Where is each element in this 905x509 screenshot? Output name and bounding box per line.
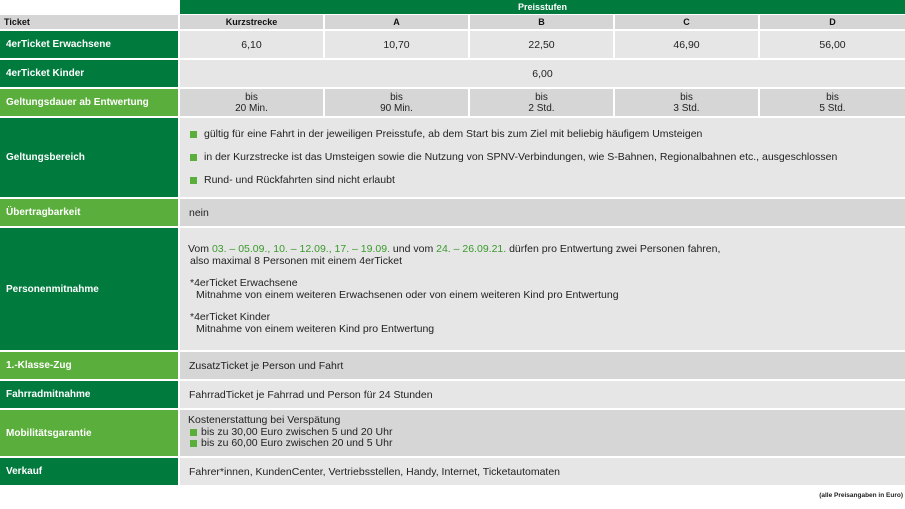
scope-bullet (190, 144, 905, 170)
zone-header-b (470, 15, 613, 29)
validity-a (325, 89, 468, 116)
bis-label: bis (680, 91, 693, 103)
bis-label: bis (245, 91, 258, 103)
mobility-cell (180, 410, 905, 456)
ticket-column-label: Ticket (4, 17, 30, 27)
price-adult-d (760, 31, 905, 58)
transfer-value: nein (189, 206, 209, 219)
bullet-square-icon (190, 154, 197, 161)
price-adult-b (470, 31, 613, 58)
zone-label: B (538, 17, 545, 27)
bullet-text: in der Kurzstrecke ist das Umsteigen sowie die Nutzung von SPNV-Verbindungen, wie S-Bahnen, Regionalbahnen etc., ausgeschlossen (204, 151, 838, 163)
row-label-text: Geltungsbereich (6, 152, 85, 163)
zone-header-a (325, 15, 468, 29)
duration-value: 90 Min. (380, 102, 413, 114)
zone-header-c (615, 15, 758, 29)
price-adult-c (615, 31, 758, 58)
price-value: 56,00 (819, 38, 846, 51)
row-label-adult (0, 31, 178, 58)
bullet-square-icon (190, 440, 197, 447)
intro-text: dürfen pro Entwertung zwei Personen fahren, (506, 243, 721, 255)
adult-ticket-title: *4erTicket Erwachsene (190, 277, 298, 289)
ticket-column-header (0, 15, 178, 29)
scope-cell (180, 118, 905, 197)
mobility-title: Kostenerstattung bei Verspätung (188, 414, 341, 426)
duration-value: 5 Std. (819, 102, 846, 114)
intro-text: Vom (188, 243, 212, 255)
bike-cell (180, 381, 905, 408)
child-ticket-text: Mitnahme von einem weiteren Kind pro Entwertung (196, 323, 435, 335)
price-value: 10,70 (383, 38, 410, 51)
price-child-all (180, 60, 905, 87)
scope-bullet (190, 124, 905, 144)
footnote: (alle Preisangaben in Euro) (819, 492, 903, 499)
adult-ticket-text: Mitnahme von einem weiteren Erwachsenen oder von einem weiteren Kind pro Entwertung (196, 289, 619, 301)
duration-value: 3 Std. (673, 102, 700, 114)
sale-cell (180, 458, 905, 485)
bullet-text: bis zu 30,00 Euro zwischen 5 und 20 Uhr (201, 425, 393, 438)
row-label-text: 4erTicket Kinder (6, 68, 85, 79)
bis-label: bis (390, 91, 403, 103)
preisstufen-header (180, 0, 905, 14)
highlight-dates: 24. – 26.09.21. (436, 243, 507, 255)
bullet-square-icon (190, 429, 197, 436)
bis-label: bis (535, 91, 548, 103)
zone-header-kurzstrecke (180, 15, 323, 29)
bis-label: bis (826, 91, 839, 103)
row-label-text: Mobilitätsgarantie (6, 427, 92, 439)
row-label-validity (0, 89, 178, 116)
bullet-square-icon (190, 131, 197, 138)
duration-value: 2 Std. (528, 102, 555, 114)
zone-label: Kurzstrecke (225, 17, 278, 27)
row-label-text: Übertragbarkeit (6, 207, 81, 218)
child-ticket-title: *4erTicket Kinder (190, 311, 271, 323)
row-label-child (0, 60, 178, 87)
first-class-cell (180, 352, 905, 379)
scope-bullet (190, 170, 905, 190)
sale-value: Fahrer*innen, KundenCenter, Vertriebsstellen, Handy, Internet, Ticketautomaten (189, 465, 561, 478)
duration-value: 20 Min. (235, 102, 268, 114)
bullet-square-icon (190, 177, 197, 184)
first-class-value: ZusatzTicket je Person und Fahrt (189, 359, 344, 372)
validity-c (615, 89, 758, 116)
price-adult-a (325, 31, 468, 58)
bullet-text: Rund- und Rückfahrten sind nicht erlaubt (204, 174, 395, 186)
row-label-bike (0, 381, 178, 408)
zone-label: D (829, 17, 836, 27)
price-adult-kurzstrecke (180, 31, 323, 58)
intro-text: und vom (390, 243, 437, 255)
companions-cell (180, 228, 905, 350)
mobility-bullet (188, 438, 905, 450)
row-label-text: Fahrradmitnahme (6, 389, 91, 400)
price-value: 6,00 (532, 67, 553, 80)
companions-max-line: also maximal 8 Personen mit einem 4erTicket (190, 255, 403, 267)
zone-label: A (393, 17, 400, 27)
row-label-mobility (0, 410, 178, 456)
row-label-companions (0, 228, 178, 350)
validity-d (760, 89, 905, 116)
price-value: 22,50 (528, 38, 555, 51)
row-label-scope (0, 118, 178, 197)
highlight-dates: 03. – 05.09., 10. – 12.09., 17. – 19.09. (211, 243, 390, 255)
preisstufen-title: Preisstufen (517, 2, 568, 12)
bike-value: FahrradTicket je Fahrrad und Person für 24 Stunden (189, 388, 433, 401)
row-label-text: 1.-Klasse-Zug (6, 360, 72, 371)
row-label-text: Personenmitnahme (6, 283, 99, 295)
companions-intro-line (188, 243, 905, 255)
price-value: 46,90 (673, 38, 700, 51)
price-value: 6,10 (241, 38, 262, 51)
validity-kurzstrecke (180, 89, 323, 116)
bullet-text: gültig für eine Fahrt in der jeweiligen Preisstufe, ab dem Start bis zum Ziel mit beliebig häufigem Umsteigen (204, 128, 703, 140)
row-label-first-class (0, 352, 178, 379)
row-label-text: Verkauf (6, 466, 43, 477)
zone-header-d (760, 15, 905, 29)
transfer-cell (180, 199, 905, 226)
row-label-transfer (0, 199, 178, 226)
bullet-text: bis zu 60,00 Euro zwischen 20 und 5 Uhr (201, 437, 393, 449)
row-label-text: Geltungsdauer ab Entwertung (6, 97, 149, 108)
validity-b (470, 89, 613, 116)
zone-label: C (683, 17, 690, 27)
row-label-sale (0, 458, 178, 485)
row-label-text: 4erTicket Erwachsene (6, 39, 111, 50)
